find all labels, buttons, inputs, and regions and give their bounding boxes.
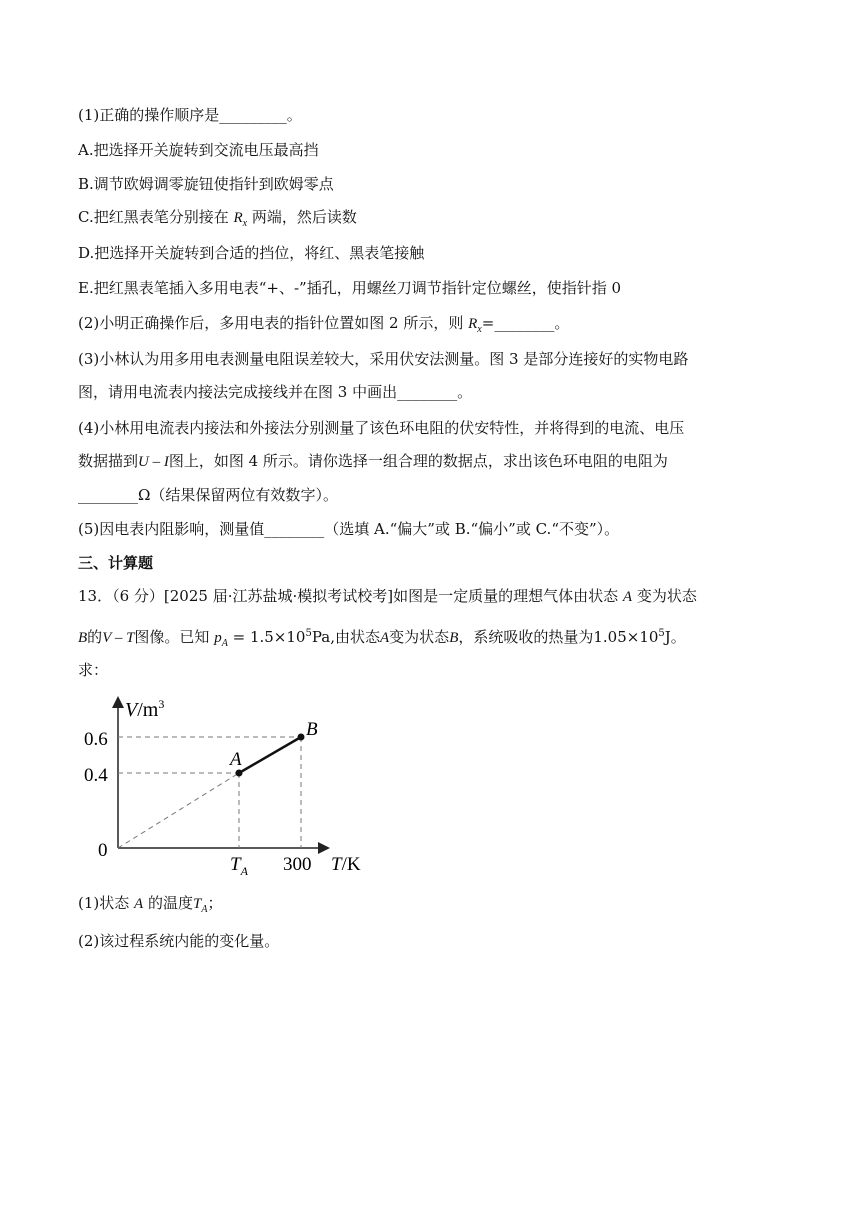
point-b bbox=[298, 734, 305, 741]
var-x-subscript: x bbox=[477, 324, 482, 335]
origin-extension-line bbox=[118, 773, 239, 848]
tick-label-ta: $T_A$ bbox=[230, 854, 248, 878]
q13-line3: 求： bbox=[78, 661, 109, 679]
origin-label: 0 bbox=[98, 840, 108, 861]
section-heading: 三、计算题 bbox=[78, 554, 154, 572]
point-a bbox=[236, 770, 243, 777]
option-c: C.把红黑表笔分别接在 $R_x$ 两端，然后读数 bbox=[78, 208, 357, 229]
point-b-label: B bbox=[306, 719, 318, 740]
var-r: R bbox=[468, 316, 478, 332]
tick-label-300: 300 bbox=[283, 854, 312, 875]
v-t-graph bbox=[78, 690, 378, 880]
var-x-subscript: x bbox=[242, 218, 248, 229]
y-axis-label: $V/m^3$ bbox=[125, 697, 165, 721]
x-axis-label: T/K bbox=[331, 854, 361, 875]
point-a-label: A bbox=[230, 749, 242, 770]
process-line-ab bbox=[239, 737, 301, 773]
tick-label-04: 0.4 bbox=[84, 765, 108, 786]
q13-sub2: (2)该过程系统内能的变化量。 bbox=[78, 932, 280, 950]
q13-line2: B的V – T图像。已知 $p_A = 1.5\times 10^5Pa$,由状态A变为状态B，系统吸收的热量为$1.05\times 10^5J$。 bbox=[78, 628, 686, 649]
option-b: B.调节欧姆调零旋钮使指针到欧姆零点 bbox=[78, 175, 334, 193]
q12-part4-line3: ________Ω（结果保留两位有效数字）。 bbox=[78, 486, 338, 504]
option-e: E.把红黑表笔插入多用电表“+、-”插孔，用螺丝刀调节指针定位螺丝，使指针指 0 bbox=[78, 279, 622, 297]
tick-label-06: 0.6 bbox=[84, 729, 108, 750]
q12-part4-line1: (4)小林用电流表内接法和外接法分别测量了该色环电阻的伏安特性，并将得到的电流、电压 bbox=[78, 419, 685, 437]
q12-part3-line1: (3)小林认为用多用电表测量电阻误差较大，采用伏安法测量。图 3 是部分连接好的实物电路 bbox=[78, 350, 689, 368]
q13-sub1: (1)状态 A 的温度$T_A$； bbox=[78, 894, 223, 915]
option-d: D.把选择开关旋转到合适的挡位，将红、黑表笔接触 bbox=[78, 244, 425, 262]
var-r: R bbox=[233, 210, 243, 226]
q12-part5: (5)因电表内阻影响，测量值________（选填 A.“偏大”或 B.“偏小”或 C.“不变”）。 bbox=[78, 520, 620, 538]
q12-part3-line2: 图，请用电流表内接法完成接线并在图 3 中画出________。 bbox=[78, 383, 473, 401]
option-a: A.把选择开关旋转到交流电压最高挡 bbox=[78, 141, 319, 159]
q13-line1: 13．（6 分）[2025 届·江苏盐城·模拟考试校考]如图是一定质量的理想气体由状态 A 变为状态 bbox=[78, 587, 697, 605]
q12-part4-line2: 数据描到U – I图上，如图 4 所示。请你选择一组合理的数据点，求出该色环电阻的电阻为 bbox=[78, 452, 668, 470]
u-i-symbol: U – I bbox=[138, 454, 169, 470]
q12-part1: (1)正确的操作顺序是_________。 bbox=[78, 106, 302, 124]
q12-part2: (2)小明正确操作后，多用电表的指针位置如图 2 所示，则 $R_x=\_\_\_\_\_\_\_\_$。 bbox=[78, 314, 570, 335]
